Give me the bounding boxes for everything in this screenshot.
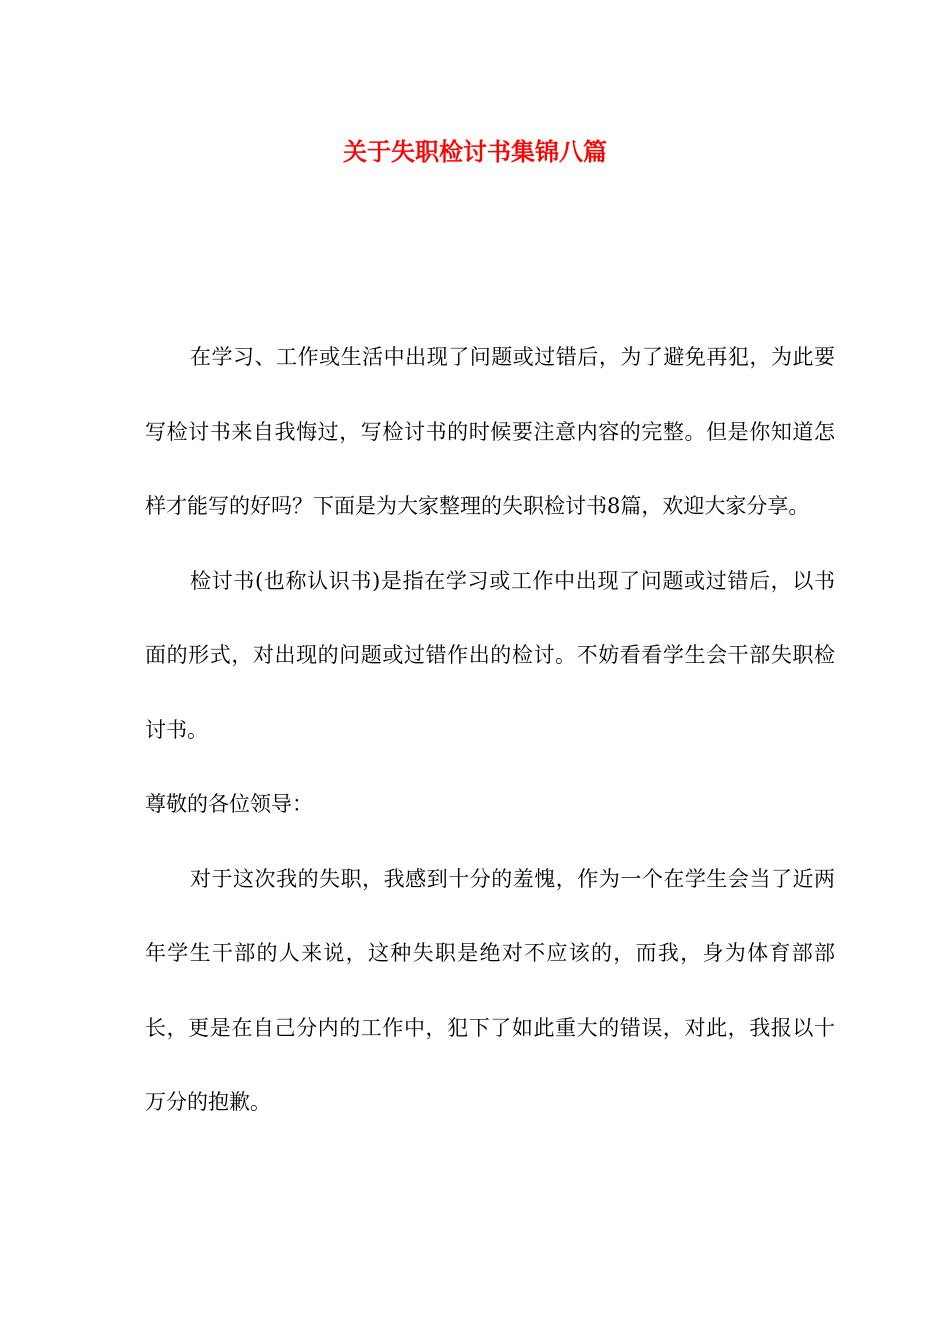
paragraph-intro: 在学习、工作或生活中出现了问题或过错后，为了避免再犯，为此要写检讨书来自我悔过，写检讨书的时候要注意内容的完整。但是你知道怎样才能写的好吗？下面是为大家整理的失职检讨书8篇，欢迎大家分享。 (145, 345, 835, 518)
paragraph-apology: 对于这次我的失职，我感到十分的羞愧，作为一个在学生会当了近两年学生干部的人来说，这种失职是绝对不应该的，而我，身为体育部部长，更是在自己分内的工作中，犯下了如此重大的错误，对此，我报以十万分的抱歉。 (145, 866, 835, 1114)
document-title: 关于失职检讨书集锦八篇 (343, 137, 607, 166)
document-body (145, 320, 835, 1140)
paragraph-definition: 检讨书(也称认识书)是指在学习或工作中出现了问题或过错后，以书面的形式，对出现的问题或过错作出的检讨。不妨看看学生会干部失职检讨书。 (145, 568, 835, 742)
paragraph-salutation: 尊敬的各位领导： (145, 792, 313, 816)
